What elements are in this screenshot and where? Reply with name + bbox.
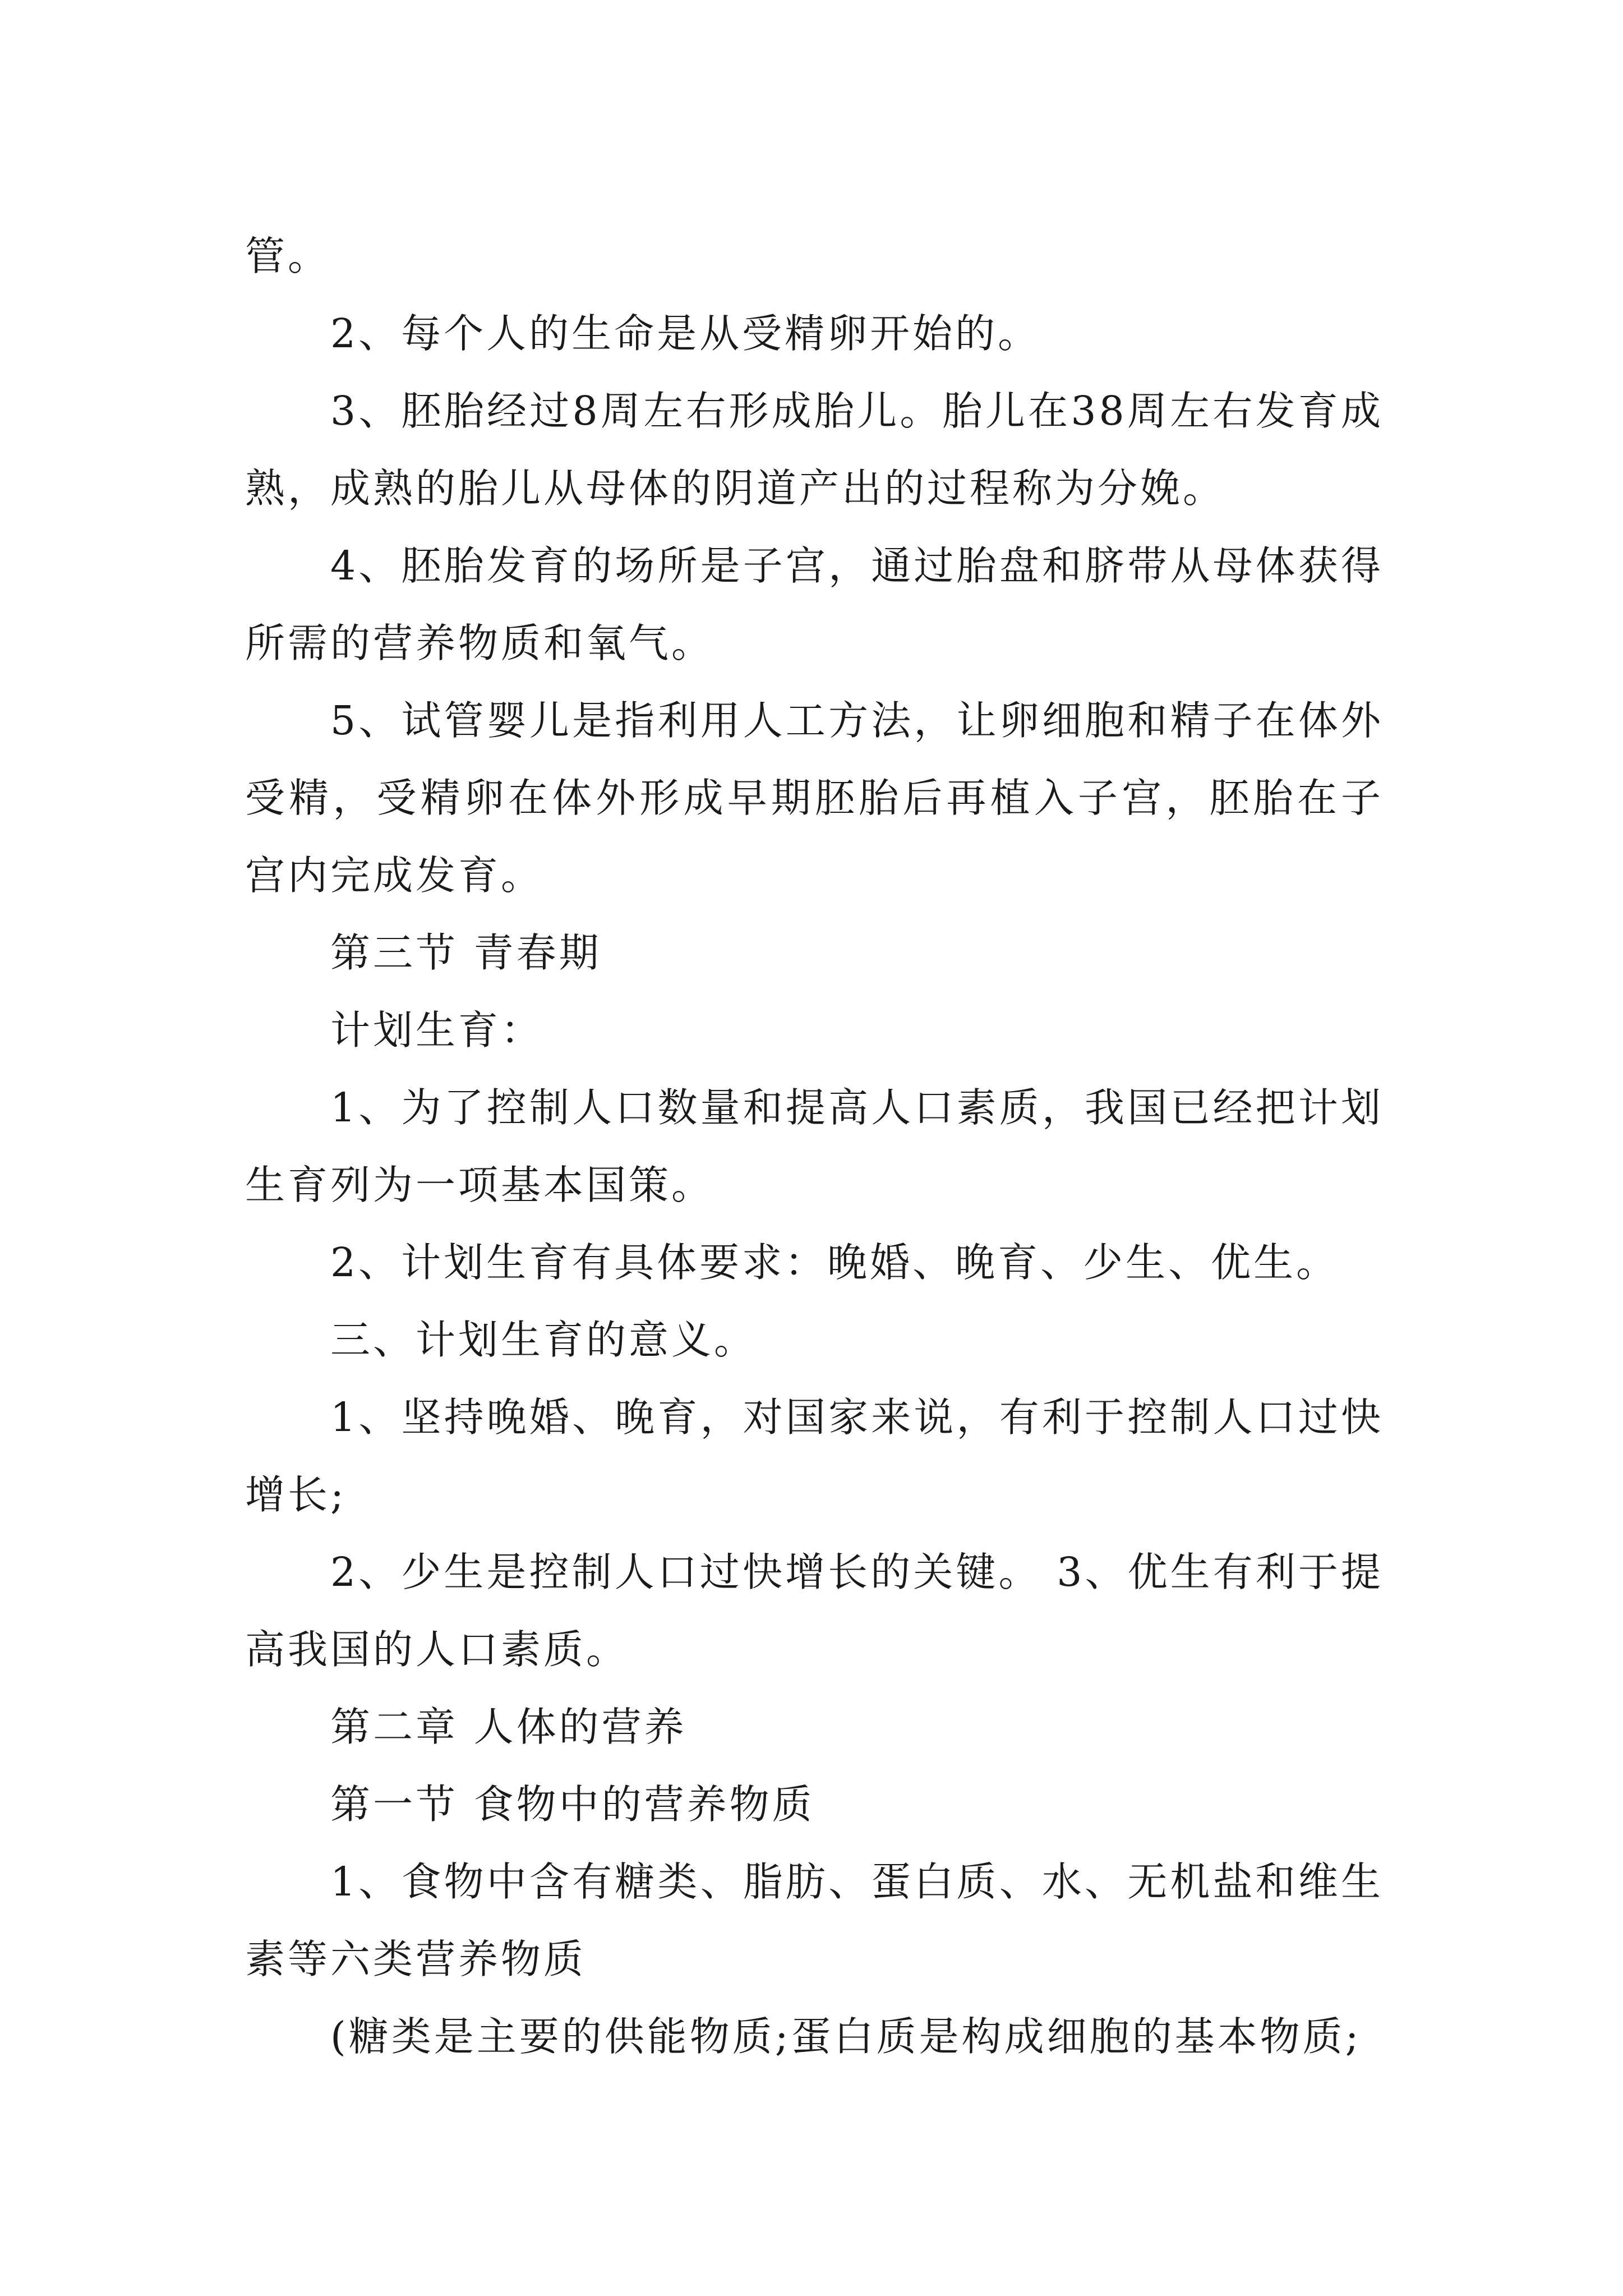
paragraph: 5、试管婴儿是指利用人工方法，让卵细胞和精子在体外受精，受精卵在体外形成早期胚胎后再植入子宫，胚胎在子宫内完成发育。 [245,697,1384,899]
subheading: 三、计划生育的意义。 [330,1317,757,1363]
chapter-heading: 第二章 人体的营养 [330,1704,687,1750]
paragraph: 1、为了控制人口数量和提高人口素质，我国已经把计划生育列为一项基本国策。 [245,1084,1384,1208]
document-body [245,218,1384,2076]
section-heading: 第一节 食物中的营养物质 [330,1781,815,1828]
paragraph: 管。 [245,233,331,279]
paragraph: 2、每个人的生命是从受精卵开始的。 [330,310,1041,357]
paragraph: (糖类是主要的供能物质;蛋白质是构成细胞的基本物质; [330,2013,1362,2060]
paragraph: 1、坚持晚婚、晚育，对国家来说，有利于控制人口过快增长; [245,1394,1384,1518]
paragraph: 4、胚胎发育的场所是子宫，通过胎盘和脐带从母体获得所需的营养物质和氧气。 [245,542,1384,666]
paragraph: 2、计划生育有具体要求：晚婚、晚育、少生、优生。 [330,1239,1339,1286]
paragraph: 3、胚胎经过8周左右形成胎儿。胎儿在38周左右发育成熟，成熟的胎儿从母体的阴道产出的过程称为分娩。 [245,388,1384,512]
subheading: 计划生育： [330,1007,544,1053]
paragraph: 1、食物中含有糖类、脂肪、蛋白质、水、无机盐和维生素等六类营养物质 [245,1858,1384,1982]
section-heading: 第三节 青春期 [330,930,602,976]
paragraph: 2、少生是控制人口过快增长的关键。 3、优生有利于提高我国的人口素质。 [245,1549,1384,1673]
